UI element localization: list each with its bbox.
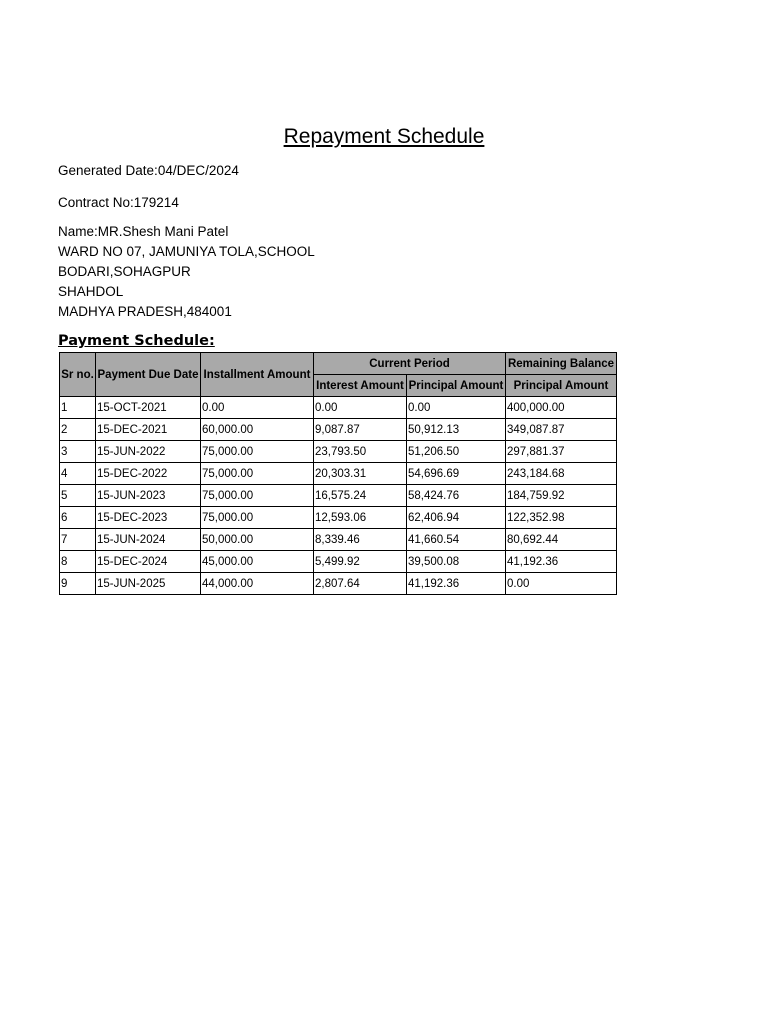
header-due-date: Payment Due Date [96,353,201,397]
due-date-cell: 15-DEC-2021 [96,419,201,441]
sr-no-cell: 4 [60,463,96,485]
principal-cell: 41,660.54 [407,529,506,551]
installment-cell: 75,000.00 [201,441,314,463]
due-date-cell: 15-OCT-2021 [96,397,201,419]
installment-cell: 44,000.00 [201,573,314,595]
table-row [60,463,617,485]
principal-cell: 39,500.08 [407,551,506,573]
header-interest-amount: Interest Amount [314,375,407,397]
header-principal-amount: Principal Amount [407,375,506,397]
balance-cell: 80,692.44 [506,529,617,551]
balance-cell: 400,000.00 [506,397,617,419]
address-line-3: SHAHDOL [58,284,124,299]
balance-cell: 0.00 [506,573,617,595]
installment-cell: 0.00 [201,397,314,419]
header-remaining-balance: Remaining Balance [506,353,617,375]
principal-cell: 0.00 [407,397,506,419]
sr-no-cell: 5 [60,485,96,507]
table-row [60,507,617,529]
contract-number: Contract No:179214 [58,195,179,210]
due-date-cell: 15-JUN-2022 [96,441,201,463]
principal-cell: 54,696.69 [407,463,506,485]
interest-cell: 12,593.06 [314,507,407,529]
sr-no-cell: 8 [60,551,96,573]
balance-cell: 41,192.36 [506,551,617,573]
address-line-1: WARD NO 07, JAMUNIYA TOLA,SCHOOL [58,244,315,259]
payment-schedule-table [59,352,617,595]
header-installment: Installment Amount [201,353,314,397]
due-date-cell: 15-JUN-2023 [96,485,201,507]
customer-name: Name:MR.Shesh Mani Patel [58,224,229,239]
generated-date: Generated Date:04/DEC/2024 [58,163,239,178]
address-line-4: MADHYA PRADESH,484001 [58,304,232,319]
installment-cell: 45,000.00 [201,551,314,573]
sr-no-cell: 1 [60,397,96,419]
table-row [60,529,617,551]
installment-cell: 60,000.00 [201,419,314,441]
interest-cell: 8,339.46 [314,529,407,551]
interest-cell: 5,499.92 [314,551,407,573]
interest-cell: 2,807.64 [314,573,407,595]
balance-cell: 122,352.98 [506,507,617,529]
due-date-cell: 15-DEC-2022 [96,463,201,485]
header-sr-no: Sr no. [60,353,96,397]
table-row [60,397,617,419]
table-row [60,573,617,595]
sr-no-cell: 6 [60,507,96,529]
principal-cell: 58,424.76 [407,485,506,507]
due-date-cell: 15-DEC-2023 [96,507,201,529]
principal-cell: 51,206.50 [407,441,506,463]
sr-no-cell: 7 [60,529,96,551]
principal-cell: 50,912.13 [407,419,506,441]
sr-no-cell: 2 [60,419,96,441]
principal-cell: 41,192.36 [407,573,506,595]
balance-cell: 243,184.68 [506,463,617,485]
interest-cell: 16,575.24 [314,485,407,507]
installment-cell: 50,000.00 [201,529,314,551]
installment-cell: 75,000.00 [201,507,314,529]
interest-cell: 20,303.31 [314,463,407,485]
table-row [60,485,617,507]
section-title: Payment Schedule: [58,333,215,349]
sr-no-cell: 9 [60,573,96,595]
table-row [60,551,617,573]
due-date-cell: 15-JUN-2024 [96,529,201,551]
principal-cell: 62,406.94 [407,507,506,529]
balance-cell: 184,759.92 [506,485,617,507]
due-date-cell: 15-JUN-2025 [96,573,201,595]
interest-cell: 9,087.87 [314,419,407,441]
header-remaining-principal: Principal Amount [506,375,617,397]
sr-no-cell: 3 [60,441,96,463]
interest-cell: 0.00 [314,397,407,419]
address-line-2: BODARI,SOHAGPUR [58,264,191,279]
balance-cell: 297,881.37 [506,441,617,463]
installment-cell: 75,000.00 [201,463,314,485]
installment-cell: 75,000.00 [201,485,314,507]
table-row [60,419,617,441]
document-title: Repayment Schedule [283,125,485,148]
due-date-cell: 15-DEC-2024 [96,551,201,573]
header-current-period: Current Period [314,353,506,375]
interest-cell: 23,793.50 [314,441,407,463]
table-row [60,441,617,463]
balance-cell: 349,087.87 [506,419,617,441]
